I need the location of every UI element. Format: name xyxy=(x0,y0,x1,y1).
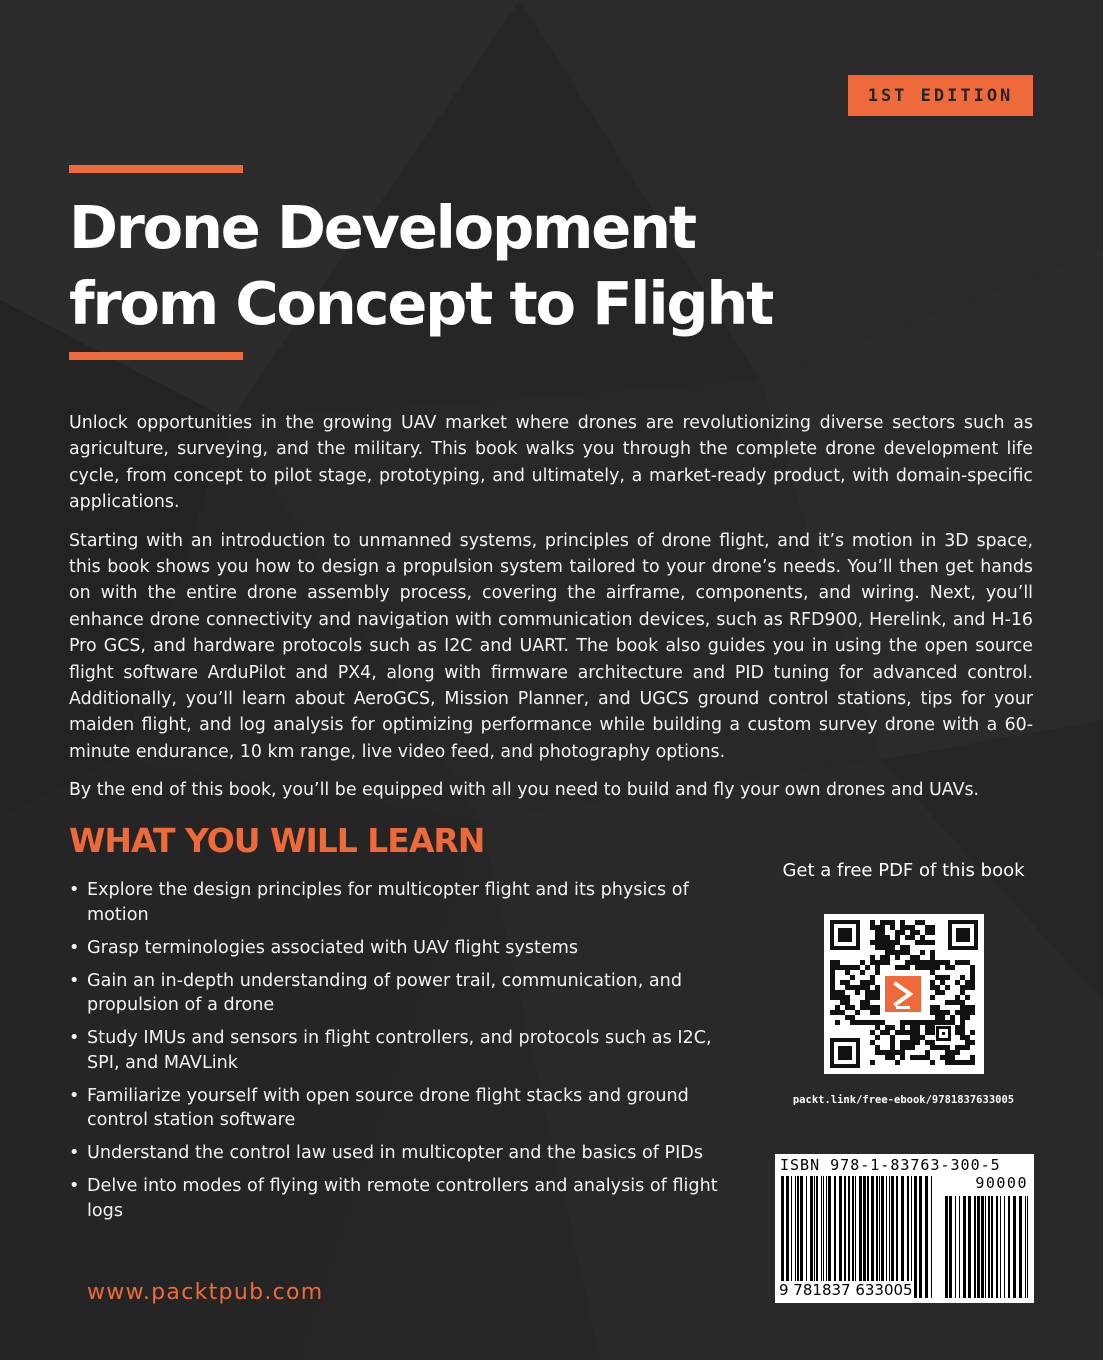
edition-label: 1ST EDITION xyxy=(867,85,1014,106)
description-paragraph-1: Unlock opportunities in the growing UAV market where drones are revolutionizing diverse sectors such as agriculture, surveying, and the military. This book walks you through the complete drone development life cycle, from concept to pilot stage, prototyping, and ultimately, a market-ready product, with domain-specific applications. xyxy=(69,413,1033,513)
learn-list xyxy=(69,878,719,1232)
learn-item: • Grasp terminologies associated with UAV flight systems xyxy=(69,936,719,961)
learn-item: • Study IMUs and sensors in flight controllers, and protocols such as I2C, SPI, and MAVLink xyxy=(69,1026,719,1075)
isbn-barcode xyxy=(775,1154,1034,1303)
packt-chevron-logo xyxy=(882,973,924,1015)
book-title xyxy=(69,190,889,342)
free-pdf-label: Get a free PDF of this book xyxy=(782,860,1025,881)
learn-item: • Gain an in-depth understanding of power trail, communication, and propulsion of a drone xyxy=(69,969,719,1018)
learn-item: • Delve into modes of flying with remote controllers and analysis of flight logs xyxy=(69,1174,719,1223)
price-code: 90000 xyxy=(975,1174,1028,1192)
learn-item: • Understand the control law used in multicopter and the basics of PIDs xyxy=(69,1141,719,1166)
edition-badge xyxy=(848,75,1033,116)
title-rule-top xyxy=(69,165,243,173)
qr-code-icon xyxy=(824,914,984,1074)
title-rule-bottom xyxy=(69,352,243,360)
free-pdf-link: packt.link/free-ebook/9781837633005 xyxy=(792,1094,1015,1106)
barcode-digits: 9 781837 633005 xyxy=(779,1281,913,1299)
title-line-1: Drone Development xyxy=(69,193,695,262)
isbn-label: ISBN 978-1-83763-300-5 xyxy=(780,1156,1001,1174)
book-description xyxy=(69,410,1033,816)
description-paragraph-3: By the end of this book, you’ll be equipped with all you need to build and fly your own drones and UAVs. xyxy=(69,780,980,801)
learn-heading: WHAT YOU WILL LEARN xyxy=(69,821,485,860)
website-url: www.packtpub.com xyxy=(87,1280,324,1305)
learn-item: • Familiarize yourself with open source drone flight stacks and ground control station software xyxy=(69,1084,719,1133)
title-line-2: from Concept to Flight xyxy=(69,269,773,338)
description-paragraph-2: Starting with an introduction to unmanned systems, principles of drone flight, and it’s motion in 3D space, this book shows you how to design a propulsion system tailored to your drone’s needs. You’ll then get hands on with the entire drone assembly process, covering the airframe, components, and wiring. Next, you’ll enhance drone connectivity and navigation with communication devices, such as RFD900, Herelink, and H-16 Pro GCS, and hardware protocols such as I2C and UART. The book also guides you in using the open source flight software ArduPilot and PX4, along with firmware architecture and PID tuning for advanced control. Additionally, you’ll learn about AeroGCS, Mission Planner, and UGCS ground control stations, tips for your maiden flight, and log analysis for optimizing performance while building a custom survey drone with a 60-minute endurance, 10 km range, live video feed, and photography options. xyxy=(69,530,1033,762)
learn-item: • Explore the design principles for multicopter flight and its physics of motion xyxy=(69,878,719,927)
